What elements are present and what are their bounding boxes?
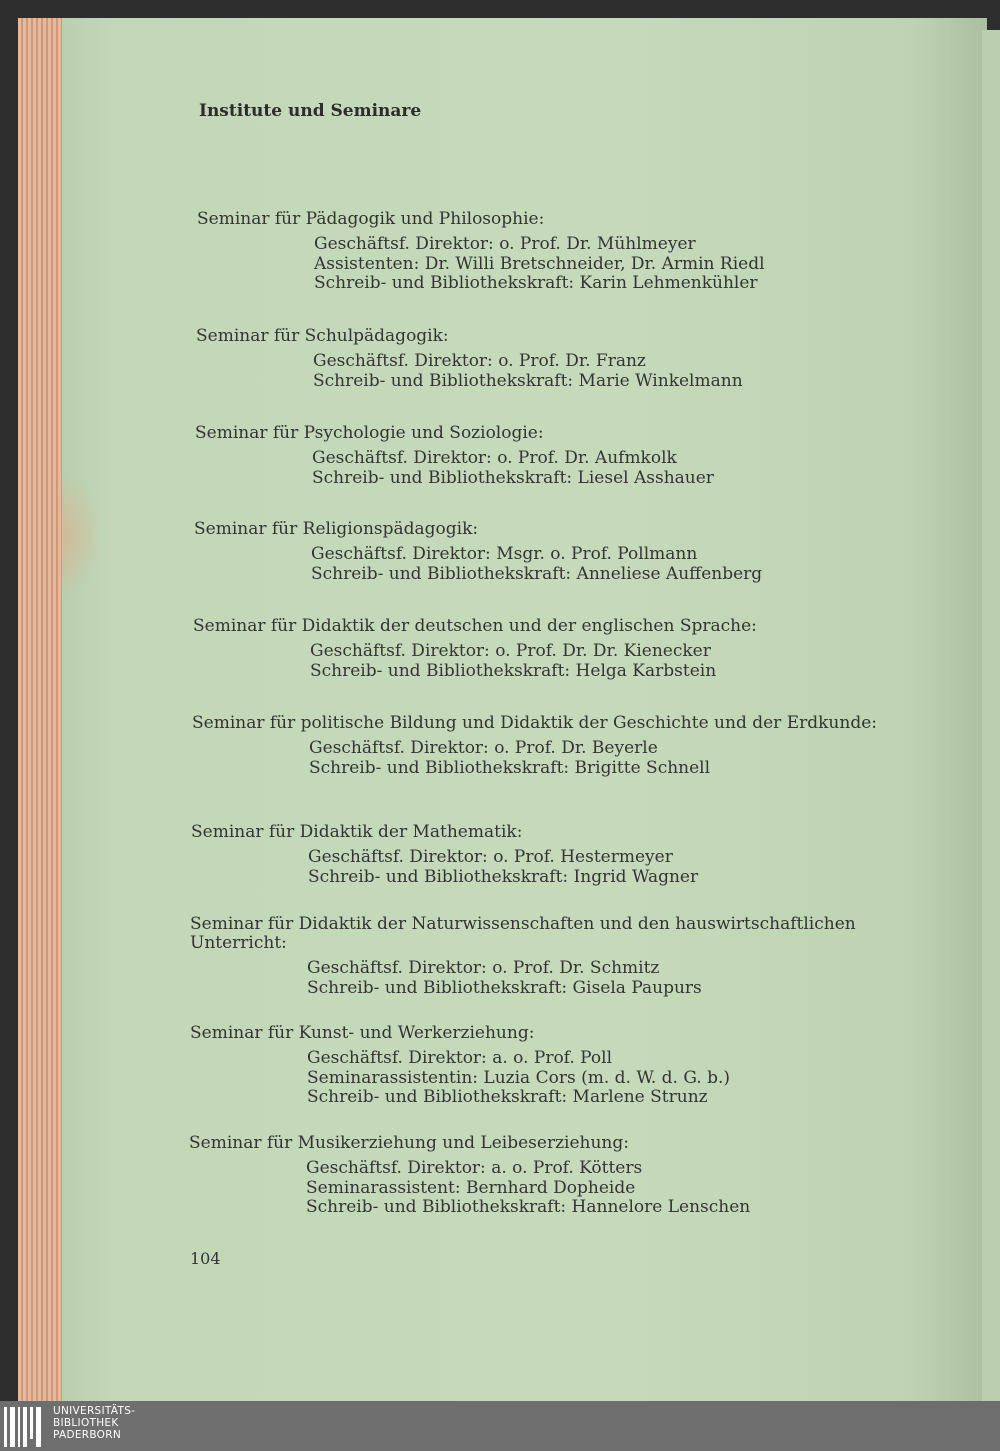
entry-lines <box>310 642 757 681</box>
entry-lines <box>313 352 743 391</box>
entry-schulpaedagogik <box>196 327 743 391</box>
entry-line: Assistenten: Dr. Willi Bretschneider, Dr. Armin Riedl <box>314 253 765 274</box>
entry-politische-bildung <box>192 714 892 778</box>
entry-line: Schreib- und Bibliothekskraft: Gisela Paupurs <box>307 977 702 998</box>
entry-mathematik <box>191 823 698 887</box>
entry-title: Seminar für Pädagogik und Philosophie: <box>197 209 545 229</box>
entry-title: Seminar für Schulpädagogik: <box>196 326 449 346</box>
entry-line: Schreib- und Bibliothekskraft: Anneliese Auffenberg <box>311 563 763 584</box>
entry-line: Schreib- und Bibliothekskraft: Marlene Strunz <box>307 1087 708 1107</box>
entry-lines <box>311 545 762 584</box>
entry-line: Schreib- und Bibliothekskraft: Ingrid Wagner <box>308 866 699 887</box>
entry-lines <box>312 449 714 488</box>
entry-line: Geschäftsf. Direktor: Msgr. o. Prof. Pollmann <box>311 544 698 564</box>
logo-line: BIBLIOTHEK <box>53 1417 119 1429</box>
entry-line: Schreib- und Bibliothekskraft: Liesel Asshauer <box>312 467 714 488</box>
entry-title: Seminar für Didaktik der deutschen und der englischen Sprache: <box>193 616 757 636</box>
entry-naturwissenschaften <box>190 915 890 998</box>
entry-line: Schreib- und Bibliothekskraft: Marie Winkelmann <box>313 370 743 391</box>
entry-line: Schreib- und Bibliothekskraft: Hannelore Lenschen <box>306 1197 751 1217</box>
entry-line: Seminarassistentin: Luzia Cors (m. d. W. d. G. b.) <box>307 1067 731 1088</box>
entry-line: Geschäftsf. Direktor: o. Prof. Dr. Dr. Kienecker <box>310 641 711 661</box>
entry-lines <box>308 848 698 887</box>
entry-line: Geschäftsf. Direktor: o. Prof. Dr. Beyerle <box>309 738 658 758</box>
entry-title: Seminar für Psychologie und Soziologie: <box>195 423 544 443</box>
entry-line: Geschäftsf. Direktor: o. Prof. Dr. Franz <box>313 351 646 371</box>
entry-didaktik-sprache <box>193 617 757 681</box>
library-barcode-logo-icon <box>4 1407 44 1447</box>
entry-lines <box>307 959 890 998</box>
entry-kunst <box>190 1024 730 1108</box>
logo-line: UNIVERSITÄTS- <box>53 1405 136 1417</box>
library-footer-bar <box>0 1401 1000 1451</box>
paper-stain <box>62 470 102 600</box>
entry-lines <box>314 235 765 294</box>
entry-line: Schreib- und Bibliothekskraft: Brigitte Schnell <box>309 757 711 778</box>
entry-title: Seminar für Didaktik der Naturwissenschaften und den hauswirtschaftlichen Unterricht: <box>190 914 856 953</box>
entry-line: Schreib- und Bibliothekskraft: Helga Karbstein <box>310 660 717 681</box>
entry-religionspaedagogik <box>194 520 762 584</box>
entry-title: Seminar für Kunst- und Werkerziehung: <box>190 1023 535 1043</box>
entry-title: Seminar für Musikerziehung und Leibeserziehung: <box>189 1133 629 1153</box>
entry-lines <box>307 1049 730 1108</box>
entry-musik <box>189 1134 750 1218</box>
page-header: Institute und Seminare <box>199 101 422 121</box>
entry-line: Geschäftsf. Direktor: o. Prof. Dr. Aufmkolk <box>312 448 677 468</box>
entry-line: Geschäftsf. Direktor: a. o. Prof. Poll <box>307 1048 613 1068</box>
entry-paedagogik <box>197 210 765 294</box>
entry-lines <box>306 1159 750 1218</box>
adjacent-page-edge <box>982 30 1000 1401</box>
entry-title: Seminar für politische Bildung und Didaktik der Geschichte und der Erdkunde: <box>192 713 877 733</box>
logo-line: PADERBORN <box>53 1429 121 1441</box>
entry-line: Schreib- und Bibliothekskraft: Karin Lehmenkühler <box>314 273 758 293</box>
library-logo-text <box>53 1405 135 1441</box>
entry-line: Geschäftsf. Direktor: o. Prof. Dr. Schmitz <box>307 958 660 978</box>
entry-line: Geschäftsf. Direktor: o. Prof. Hestermeyer <box>308 847 673 867</box>
entry-title: Seminar für Didaktik der Mathematik: <box>191 822 523 842</box>
page-number: 104 <box>190 1249 221 1268</box>
entry-title: Seminar für Religionspädagogik: <box>194 519 479 539</box>
entry-psychologie <box>195 424 714 488</box>
entry-line: Geschäftsf. Direktor: a. o. Prof. Kötters <box>306 1158 643 1178</box>
entry-line: Geschäftsf. Direktor: o. Prof. Dr. Mühlmeyer <box>314 234 696 254</box>
entry-lines <box>309 739 892 778</box>
entry-line: Seminarassistent: Bernhard Dopheide <box>306 1177 636 1198</box>
